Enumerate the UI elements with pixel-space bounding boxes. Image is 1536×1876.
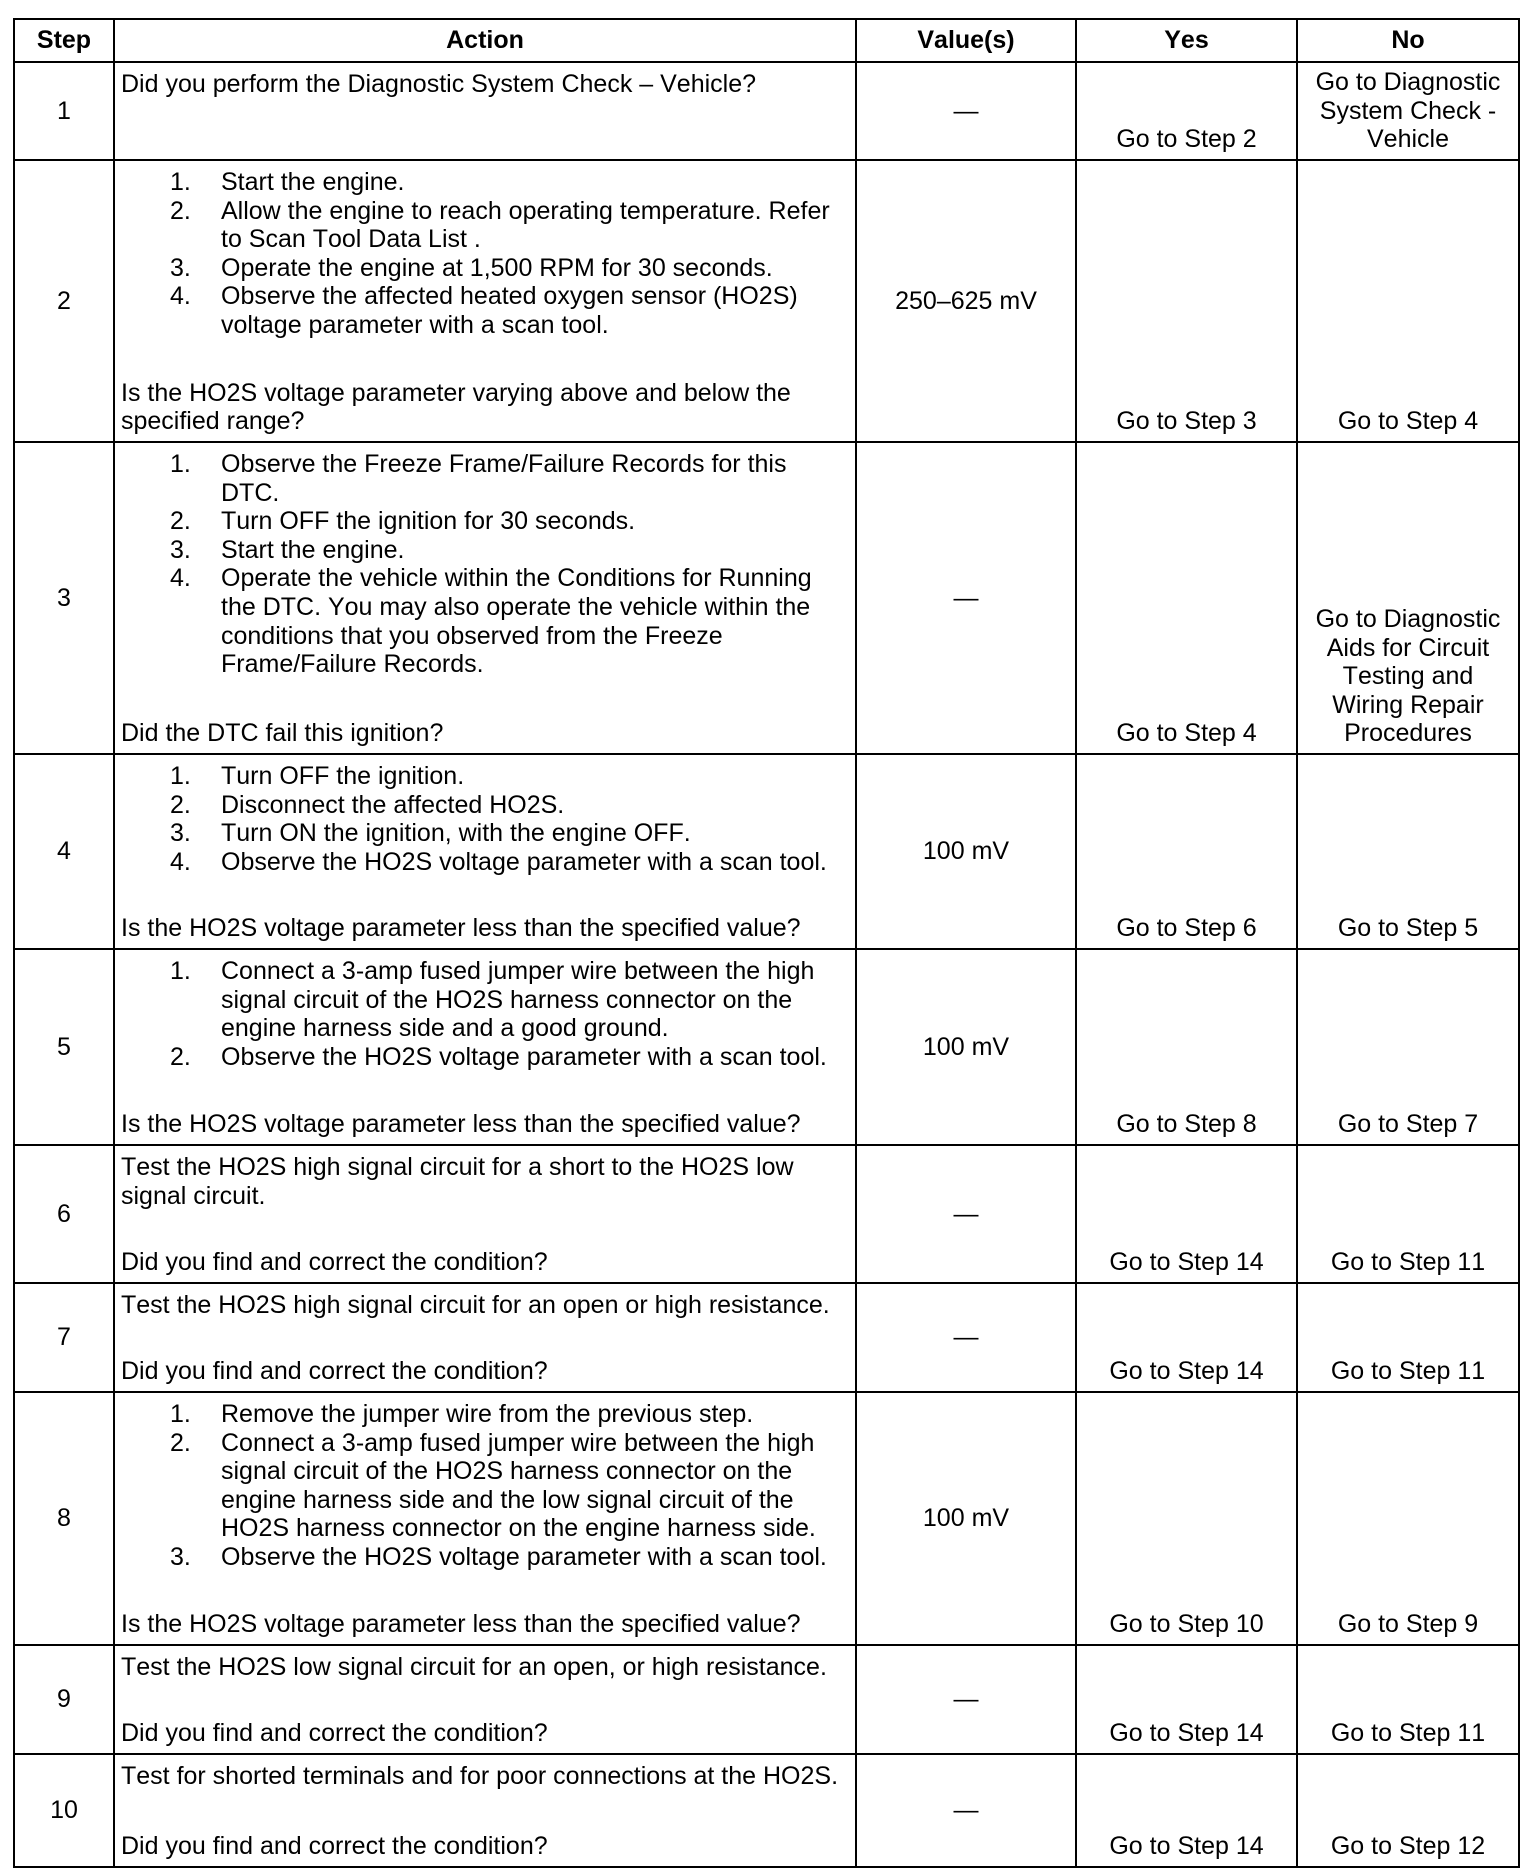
step-9-value: —: [857, 1646, 1075, 1753]
step-5-procedure-list: [121, 957, 851, 1071]
step-2-yes: [1077, 161, 1296, 441]
step-6-question: Did you find and correct the condition?: [121, 1248, 548, 1277]
procedure-item: [121, 254, 851, 283]
step-5-yes: [1077, 950, 1296, 1144]
procedure-item: [121, 791, 851, 820]
procedure-item-number: 2.: [170, 1428, 191, 1457]
step-4-yes-text: Go to Step 6: [1116, 914, 1257, 943]
step-3-no-text: Go to Diagnostic Aids for Circuit Testing and Wiring Repair Procedures: [1315, 605, 1501, 748]
header-action: Action: [115, 20, 855, 61]
procedure-item: [121, 507, 851, 536]
step-7-action: [115, 1284, 855, 1391]
procedure-item-text: Remove the jumper wire from the previous step.: [221, 1400, 754, 1428]
step-7-no: [1298, 1284, 1518, 1391]
step-10-no: [1298, 1755, 1518, 1866]
step-10-question: Did you find and correct the condition?: [121, 1832, 548, 1861]
step-2-no-text: Go to Step 4: [1337, 407, 1479, 436]
step-5-question: Is the HO2S voltage parameter less than the specified value?: [121, 1110, 801, 1139]
step-2-yes-text: Go to Step 3: [1116, 407, 1257, 436]
step-3-procedure-list: [121, 450, 851, 679]
step-1-action: [115, 63, 855, 159]
step-10-value: —: [857, 1755, 1075, 1866]
step-8-question: Is the HO2S voltage parameter less than the specified value?: [121, 1610, 801, 1639]
step-5-no-text: Go to Step 7: [1337, 1110, 1479, 1139]
step-3-action: [115, 443, 855, 753]
procedure-item-number: 1.: [170, 168, 191, 196]
step-7-no-text: Go to Step 11: [1330, 1357, 1486, 1386]
step-10-no-text: Go to Step 12: [1330, 1832, 1486, 1861]
step-5-value: 100 mV: [857, 950, 1075, 1144]
procedure-item: [121, 1429, 851, 1543]
step-8-yes: [1077, 1393, 1296, 1644]
step-9-no-text: Go to Step 11: [1330, 1719, 1486, 1748]
step-1-instruction: Did you perform the Diagnostic System Check – Vehicle?: [121, 70, 757, 98]
step-8-no: [1298, 1393, 1518, 1644]
step-2-no: [1298, 161, 1518, 441]
step-4-no: [1298, 755, 1518, 948]
step-8-procedure-list: [121, 1400, 851, 1572]
procedure-item-number: 4.: [170, 282, 191, 311]
procedure-item: [121, 848, 851, 877]
procedure-item-text: Turn OFF the ignition for 30 seconds.: [221, 507, 636, 536]
step-5-action: [115, 950, 855, 1144]
step-3-question: Did the DTC fail this ignition?: [121, 719, 444, 748]
step-4-action: [115, 755, 855, 948]
procedure-item: [121, 450, 851, 507]
step-8-yes-text: Go to Step 10: [1109, 1610, 1264, 1639]
procedure-item-number: 3.: [170, 253, 191, 282]
step-4-procedure-list: [121, 762, 851, 876]
step-8-no-text: Go to Step 9: [1337, 1610, 1479, 1639]
step-7-yes: [1077, 1284, 1296, 1391]
step-10-action: [115, 1755, 855, 1866]
step-3-value: —: [857, 443, 1075, 753]
procedure-item-text: Operate the engine at 1,500 RPM for 30 seconds.: [221, 253, 773, 282]
step-4-yes: [1077, 755, 1296, 948]
procedure-item: [121, 168, 851, 197]
procedure-item: [121, 1043, 851, 1072]
procedure-item-text: Observe the HO2S voltage parameter with a scan tool.: [221, 1042, 827, 1071]
procedure-item: [121, 957, 851, 1043]
step-9-instruction: Test the HO2S low signal circuit for an open, or high resistance.: [121, 1653, 827, 1681]
step-5-number: 5: [15, 950, 113, 1144]
step-8-action: [115, 1393, 855, 1644]
step-3-yes: [1077, 443, 1296, 753]
step-4-no-text: Go to Step 5: [1337, 914, 1479, 943]
step-7-number: 7: [15, 1284, 113, 1391]
step-9-yes: [1077, 1646, 1296, 1753]
procedure-item-text: Connect a 3-amp fused jumper wire between the high signal circuit of the HO2S harness connector on the engine harness side and a good ground.: [221, 957, 815, 1043]
procedure-item-text: Allow the engine to reach operating temperature. Refer to Scan Tool Data List .: [221, 196, 830, 254]
procedure-item: [121, 1400, 851, 1429]
procedure-item: [121, 282, 851, 339]
header-step: Step: [15, 20, 113, 61]
procedure-item-number: 3.: [170, 1542, 191, 1571]
step-1-number: 1: [15, 63, 113, 159]
step-2-action: [115, 161, 855, 441]
step-6-instruction: Test the HO2S high signal circuit for a short to the HO2S low signal circuit.: [121, 1153, 794, 1210]
step-10-number: 10: [15, 1755, 113, 1866]
procedure-item-number: 3.: [170, 819, 191, 848]
step-1-yes: [1077, 63, 1296, 159]
procedure-item-number: 1.: [170, 450, 191, 478]
procedure-item-text: Start the engine.: [221, 535, 405, 564]
procedure-item-text: Turn OFF the ignition.: [221, 762, 465, 790]
step-5-no: [1298, 950, 1518, 1144]
step-1-no: [1298, 63, 1518, 159]
procedure-item-number: 2.: [170, 196, 191, 225]
step-1-yes-text: Go to Step 2: [1116, 125, 1257, 154]
procedure-item: [121, 536, 851, 565]
step-9-number: 9: [15, 1646, 113, 1753]
step-3-number: 3: [15, 443, 113, 753]
header-no: No: [1298, 20, 1518, 61]
procedure-item: [121, 1543, 851, 1572]
step-9-question: Did you find and correct the condition?: [121, 1719, 548, 1748]
step-6-yes-text: Go to Step 14: [1109, 1248, 1264, 1277]
step-10-yes-text: Go to Step 14: [1109, 1832, 1264, 1861]
procedure-item-text: Observe the Freeze Frame/Failure Records for this DTC.: [221, 450, 787, 507]
header-yes: Yes: [1077, 20, 1296, 61]
step-3-yes-text: Go to Step 4: [1116, 719, 1257, 748]
step-2-procedure-list: [121, 168, 851, 340]
step-6-no: [1298, 1146, 1518, 1282]
procedure-item: [121, 197, 851, 254]
procedure-item-number: 4.: [170, 847, 191, 876]
procedure-item-number: 1.: [170, 1400, 191, 1428]
step-8-number: 8: [15, 1393, 113, 1644]
procedure-item-text: Observe the affected heated oxygen sensor (HO2S) voltage parameter with a scan tool.: [221, 282, 798, 339]
step-3-no: [1298, 443, 1518, 753]
procedure-item-text: Start the engine.: [221, 168, 405, 196]
procedure-item-text: Turn ON the ignition, with the engine OFF.: [221, 819, 691, 848]
procedure-item-number: 2.: [170, 790, 191, 819]
procedure-item-number: 2.: [170, 507, 191, 536]
procedure-item-text: Operate the vehicle within the Conditions for Running the DTC. You may also operate the vehicle within the conditions that you observed from the Freeze Frame/Failure Records.: [221, 564, 812, 679]
step-7-value: —: [857, 1284, 1075, 1391]
procedure-item-text: Observe the HO2S voltage parameter with a scan tool.: [221, 847, 827, 876]
step-6-action: [115, 1146, 855, 1282]
header-values: Value(s): [857, 20, 1075, 61]
step-9-action: [115, 1646, 855, 1753]
step-4-question: Is the HO2S voltage parameter less than the specified value?: [121, 914, 801, 943]
step-10-instruction: Test for shorted terminals and for poor connections at the HO2S.: [121, 1762, 839, 1790]
step-9-yes-text: Go to Step 14: [1109, 1719, 1264, 1748]
procedure-item: [121, 819, 851, 848]
step-9-no: [1298, 1646, 1518, 1753]
step-7-yes-text: Go to Step 14: [1109, 1357, 1264, 1386]
procedure-item: [121, 762, 851, 791]
step-4-number: 4: [15, 755, 113, 948]
step-8-value: 100 mV: [857, 1393, 1075, 1644]
diagnostic-table: [13, 18, 1520, 1868]
procedure-item-number: 1.: [170, 957, 191, 985]
step-2-question: Is the HO2S voltage parameter varying above and below the specified range?: [121, 378, 791, 436]
procedure-item-text: Connect a 3-amp fused jumper wire between the high signal circuit of the HO2S harness connector on the engine harness side and the low signal circuit of the HO2S harness connector on the engine harness side.: [221, 1428, 816, 1543]
procedure-item-number: 4.: [170, 564, 191, 593]
step-1-no-text: Go to Diagnostic System Check - Vehicle: [1315, 68, 1501, 154]
step-7-question: Did you find and correct the condition?: [121, 1357, 548, 1386]
step-7-instruction: Test the HO2S high signal circuit for an open or high resistance.: [121, 1291, 830, 1319]
step-6-yes: [1077, 1146, 1296, 1282]
step-4-value: 100 mV: [857, 755, 1075, 948]
procedure-item-number: 1.: [170, 762, 191, 790]
step-2-value: 250–625 mV: [857, 161, 1075, 441]
step-6-no-text: Go to Step 11: [1330, 1248, 1486, 1277]
step-1-value: —: [857, 63, 1075, 159]
procedure-item: [121, 564, 851, 678]
step-10-yes: [1077, 1755, 1296, 1866]
procedure-item-text: Disconnect the affected HO2S.: [221, 790, 565, 819]
step-2-number: 2: [15, 161, 113, 441]
step-6-value: —: [857, 1146, 1075, 1282]
procedure-item-number: 2.: [170, 1042, 191, 1071]
procedure-item-text: Observe the HO2S voltage parameter with a scan tool.: [221, 1542, 827, 1571]
step-6-number: 6: [15, 1146, 113, 1282]
step-5-yes-text: Go to Step 8: [1116, 1110, 1257, 1139]
procedure-item-number: 3.: [170, 535, 191, 564]
